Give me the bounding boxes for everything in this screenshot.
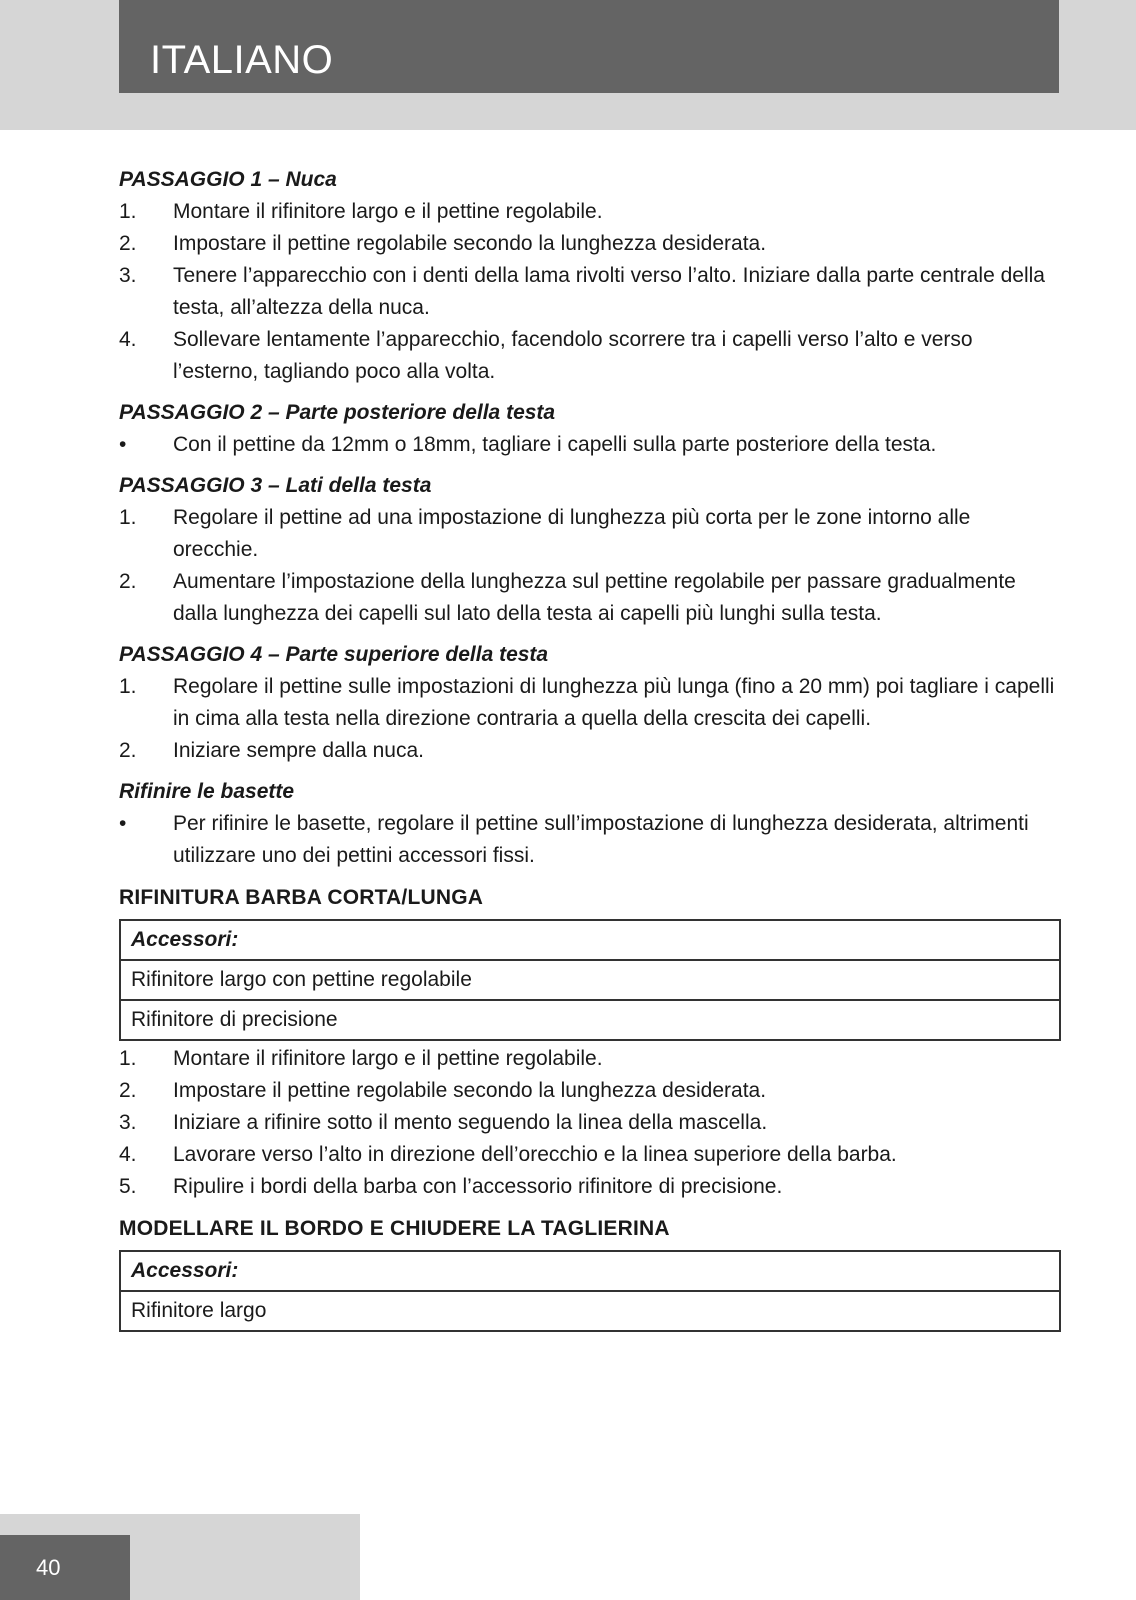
- step2-title: PASSAGGIO 2 – Parte posteriore della testa: [119, 401, 556, 424]
- item-number: 1.: [119, 200, 137, 223]
- item-number: 5.: [119, 1175, 137, 1198]
- edge-accessories-table: [119, 1250, 1061, 1332]
- item-text: Lavorare verso l’alto in direzione dell’orecchio e la linea superiore della barba.: [173, 1143, 897, 1166]
- item-text: Montare il rifinitore largo e il pettine regolabile.: [173, 1047, 603, 1070]
- step1-title: PASSAGGIO 1 – Nuca: [119, 168, 337, 191]
- sideburns-list: [119, 808, 1061, 872]
- item-text: Iniziare sempre dalla nuca.: [173, 739, 424, 762]
- language-title: ITALIANO: [150, 38, 334, 82]
- item-text: Tenere l’apparecchio con i denti della lama rivolti verso l’alto. Iniziare dalla parte centrale della testa, all’altezza della nuca.: [173, 264, 1045, 319]
- step4-title: PASSAGGIO 4 – Parte superiore della testa: [119, 643, 549, 666]
- list-item: [119, 1139, 1061, 1171]
- item-text: Sollevare lentamente l’apparecchio, facendolo scorrere tra i capelli verso l’alto e verso l’esterno, tagliando poco alla volta.: [173, 328, 973, 383]
- list-item: [119, 196, 1061, 228]
- item-number: 2.: [119, 570, 137, 593]
- bullet-icon: •: [119, 812, 127, 835]
- list-item: [119, 260, 1061, 324]
- item-number: 4.: [119, 1143, 137, 1166]
- step3-title: PASSAGGIO 3 – Lati della testa: [119, 474, 432, 497]
- item-text: Con il pettine da 12mm o 18mm, tagliare i capelli sulla parte posteriore della testa.: [173, 433, 937, 456]
- list-item: [119, 671, 1061, 735]
- item-number: 1.: [119, 1047, 137, 1070]
- list-item: [119, 429, 1061, 461]
- item-number: 3.: [119, 1111, 137, 1134]
- list-item: [119, 808, 1061, 872]
- table-row: [120, 1291, 1060, 1331]
- edge-heading: MODELLARE IL BORDO E CHIUDERE LA TAGLIERINA: [119, 1217, 670, 1240]
- table-row: [120, 960, 1060, 1000]
- item-number: 2.: [119, 739, 137, 762]
- list-item: [119, 1107, 1061, 1139]
- table-row: [120, 1000, 1060, 1040]
- step2-list: [119, 429, 1061, 461]
- item-text: Montare il rifinitore largo e il pettine regolabile.: [173, 200, 603, 223]
- item-text: Impostare il pettine regolabile secondo la lunghezza desiderata.: [173, 232, 767, 255]
- list-item: [119, 1171, 1061, 1203]
- language-banner: [119, 0, 1059, 93]
- list-item: [119, 1043, 1061, 1075]
- step3-list: [119, 502, 1061, 630]
- item-text: Per rifinire le basette, regolare il pettine sull’impostazione di lunghezza desiderata, altrimenti utilizzare uno dei pettini accessori fissi.: [173, 812, 1029, 867]
- table-cell: Rifinitore largo con pettine regolabile: [120, 960, 1060, 1000]
- item-number: 3.: [119, 264, 137, 287]
- item-number: 2.: [119, 1079, 137, 1102]
- list-item: [119, 502, 1061, 566]
- list-item: [119, 735, 1061, 767]
- item-number: 1.: [119, 675, 137, 698]
- step1-list: [119, 196, 1061, 388]
- item-text: Iniziare a rifinire sotto il mento seguendo la linea della mascella.: [173, 1111, 768, 1134]
- beard-heading: RIFINITURA BARBA CORTA/LUNGA: [119, 886, 484, 909]
- table-row: [120, 1251, 1060, 1291]
- page-number-box: [0, 1535, 130, 1600]
- table-cell: Rifinitore largo: [120, 1291, 1060, 1331]
- item-text: Ripulire i bordi della barba con l’accessorio rifinitore di precisione.: [173, 1175, 783, 1198]
- list-item: [119, 324, 1061, 388]
- item-text: Aumentare l’impostazione della lunghezza sul pettine regolabile per passare gradualmente dalla lunghezza dei capelli sul lato della testa ai capelli più lunghi sulla testa.: [173, 570, 1016, 625]
- table-cell: Rifinitore di precisione: [120, 1000, 1060, 1040]
- table-row: [120, 920, 1060, 960]
- list-item: [119, 228, 1061, 260]
- accessories-header: Accessori:: [120, 1251, 1060, 1291]
- bullet-icon: •: [119, 433, 127, 456]
- step4-list: [119, 671, 1061, 767]
- accessories-header: Accessori:: [120, 920, 1060, 960]
- item-text: Regolare il pettine sulle impostazioni di lunghezza più lunga (fino a 20 mm) poi tagliare i capelli in cima alla testa nella direzione contraria a quella della crescita dei capelli.: [173, 675, 1055, 730]
- page-number: 40: [36, 1555, 61, 1580]
- beard-list: [119, 1043, 1061, 1203]
- item-text: Regolare il pettine ad una impostazione di lunghezza più corta per le zone intorno alle orecchie.: [173, 506, 971, 561]
- beard-accessories-table: [119, 919, 1061, 1041]
- item-number: 4.: [119, 328, 137, 351]
- list-item: [119, 566, 1061, 630]
- list-item: [119, 1075, 1061, 1107]
- sideburns-title: Rifinire le basette: [119, 780, 295, 803]
- page-content: [119, 164, 1061, 1332]
- item-number: 1.: [119, 506, 137, 529]
- item-text: Impostare il pettine regolabile secondo la lunghezza desiderata.: [173, 1079, 767, 1102]
- item-number: 2.: [119, 232, 137, 255]
